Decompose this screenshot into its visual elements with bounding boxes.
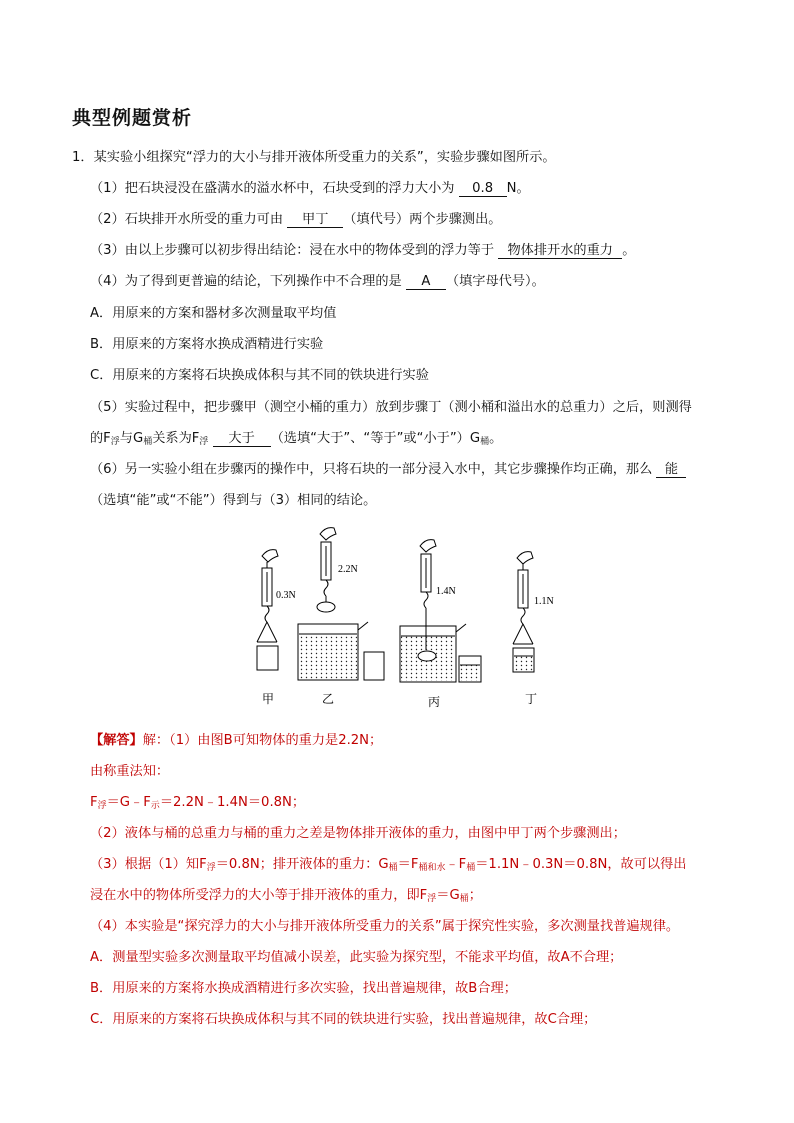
label-ding: 丁 [525, 692, 538, 706]
q1-unit: N。 [506, 181, 530, 196]
l5s4: 桶 [466, 863, 476, 873]
q5-sub3: 浮 [199, 437, 209, 447]
question-5-line1: （5）实验过程中，把步骤甲（测空小桶的重力）放到步骤丁（测小桶和溢出水的总重力）之后，则测得 [90, 400, 692, 415]
solution-line-10: C．用原来的方案将石块换成体积与其不同的铁块进行实验，找出普遍规律，故C合理； [90, 1012, 597, 1027]
label-jia: 甲 [262, 692, 275, 706]
label-bing: 丙 [428, 695, 441, 709]
q6-answer: 能 [656, 458, 686, 478]
q5-answer: 大于 [213, 427, 271, 447]
q5-c: 关系为F [152, 431, 200, 446]
page-title: 典型例题赏析 [72, 107, 193, 129]
l5d: ﹣F [445, 857, 467, 872]
reading-jia: 0.3N [276, 590, 296, 601]
step-bing [400, 540, 481, 709]
question-2 [90, 208, 501, 228]
solution-line-6 [90, 884, 482, 904]
solution-line-5 [90, 853, 686, 873]
solution-line-4: （2）液体与桶的总重力与桶的重力之差是物体排开液体的重力，由图中甲丁两个步骤测出； [90, 826, 626, 841]
q4-answer: A [406, 274, 446, 290]
l5a: （3）根据（1）知F [90, 857, 207, 872]
q3-answer: 物体排开水的重力 [498, 239, 622, 259]
question-6-line2: （选填“能”或“不能”）得到与（3）相同的结论。 [90, 493, 377, 508]
q5-e: 。 [489, 431, 503, 446]
reading-bing: 1.4N [436, 586, 456, 597]
l5s3: 桶和水 [418, 863, 446, 873]
q5-d: （选填“大于”、“等于”或“小于”）G [270, 431, 481, 446]
q5-b: 与G [119, 431, 144, 446]
step-jia [257, 550, 296, 706]
l5e: ＝1.1N﹣0.3N＝0.8N，故可以得出 [475, 857, 687, 872]
l5b: ＝0.8N；排开液体的重力：G [215, 857, 389, 872]
reading-yi: 2.2N [338, 564, 358, 575]
l3b: ＝G﹣F [106, 795, 151, 810]
q3-post: 。 [622, 243, 636, 258]
label-yi: 乙 [322, 692, 335, 706]
solution-l1: 解：（1）由图B可知物体的重力是2.2N； [142, 733, 383, 748]
l3s1: 浮 [97, 801, 107, 811]
solution-line-2: 由称重法知： [90, 764, 170, 779]
l6s1: 浮 [427, 894, 437, 904]
q3-text: （3）由以上步骤可以初步得出结论：浸在水中的物体受到的浮力等于 [90, 243, 495, 258]
q5-a: 的F [90, 431, 111, 446]
l6a: 浸在水中的物体所受浮力的大小等于排开液体的重力，即F [90, 888, 428, 903]
solution-line-3 [90, 791, 305, 811]
l6b: ＝G [436, 888, 460, 903]
step-ding [513, 552, 554, 706]
option-c: C．用原来的方案将石块换成体积与其不同的铁块进行实验 [90, 368, 429, 383]
l5s2: 桶 [388, 863, 398, 873]
question-4 [90, 270, 545, 290]
option-a: A．用原来的方案和器材多次测量取平均值 [90, 306, 337, 321]
experiment-figure [240, 520, 570, 715]
solution-line-9: B．用原来的方案将水换成酒精进行多次实验，找出普遍规律，故B合理； [90, 981, 517, 996]
step-yi [298, 528, 384, 706]
solution-line-1 [90, 729, 382, 748]
solution-tag: 【解答】 [90, 733, 143, 748]
l6c: ； [468, 888, 482, 903]
question-1 [90, 177, 530, 197]
q2-text: （2）石块排开水所受的重力可由 [90, 212, 284, 227]
q1-text: （1）把石块浸没在盛满水的溢水杯中，石块受到的浮力大小为 [90, 181, 455, 196]
l5c: ＝F [397, 857, 419, 872]
q4-post: （填字母代号）。 [445, 274, 545, 289]
solution-line-7: （4）本实验是“探究浮力的大小与排开液体所受重力的关系”属于探究性实验，多次测量找普遍规律。 [90, 919, 680, 934]
q5-sub4: 桶 [480, 437, 490, 447]
q6-text: （6）另一实验小组在步骤丙的操作中，只将石块的一部分浸入水中，其它步骤操作均正确，那么 [90, 462, 653, 477]
l3s2: 示 [150, 801, 160, 811]
l6s2: 桶 [459, 894, 469, 904]
q5-sub1: 浮 [110, 437, 120, 447]
question-3 [90, 239, 635, 259]
l3a: F [90, 795, 98, 810]
l5s1: 浮 [206, 863, 216, 873]
q4-text: （4）为了得到更普遍的结论，下列操作中不合理的是 [90, 274, 402, 289]
q1-answer: 0.8 [459, 181, 507, 197]
reading-ding: 1.1N [534, 596, 554, 607]
l3c: ＝2.2N﹣1.4N＝0.8N； [159, 795, 306, 810]
question-6-line1 [90, 458, 686, 478]
q5-sub2: 桶 [143, 437, 153, 447]
solution-line-8: A．测量型实验多次测量取平均值减小误差，此实验为探究型，不能求平均值，故A不合理； [90, 950, 623, 965]
question-5-line2 [90, 427, 502, 447]
question-stem: 1．某实验小组探究“浮力的大小与排开液体所受重力的关系”，实验步骤如图所示。 [72, 150, 556, 165]
q2-answer: 甲丁 [287, 208, 343, 228]
q2-post: （填代号）两个步骤测出。 [343, 212, 502, 227]
option-b: B．用原来的方案将水换成酒精进行实验 [90, 337, 324, 352]
